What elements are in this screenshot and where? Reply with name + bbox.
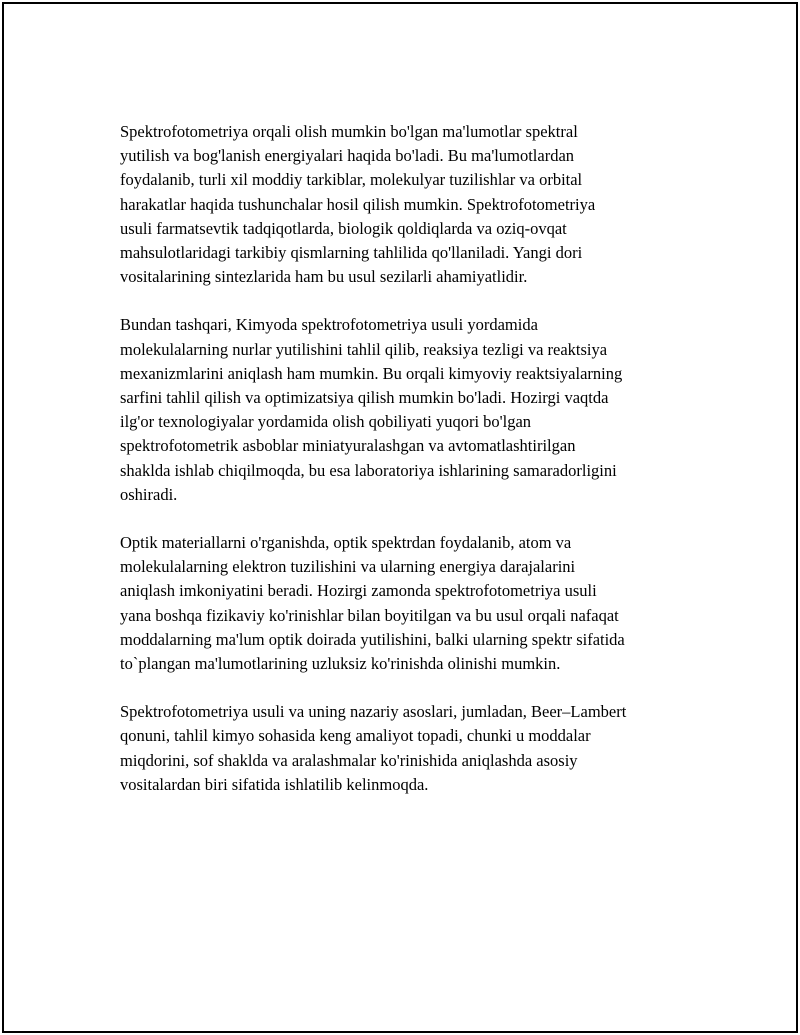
paragraph-1: Spektrofotometriya orqali olish mumkin bo'lgan ma'lumotlar spektral yutilish va bog'lanish energiyalari haqida bo'ladi. Bu ma'lumotlardan foydalanib, turli xil moddiy tarkiblar, molekulyar tuzilishlar va orbital harakatlar haqida tushunchalar hosil qilish mumkin. Spektrofotometriya usuli farmatsevtik tadqiqotlarda, biologik qoldiqlarda va oziq-ovqat mahsulotlaridagi tarkibiy qismlarning tahlilida qo'llaniladi. Yangi dori vositalarining sintezlarida ham bu usul sezilarli ahamiyatlidir. [120,122,596,287]
document-page [2,2,798,1033]
paragraph-4: Spektrofotometriya usuli va uning nazariy asoslari, jumladan, Beer–Lambert qonuni, tahlil kimyo sohasida keng amaliyot topadi, chunki u moddalar miqdorini, sof shaklda va aralashmalar ko'rinishida aniqlashda asosiy vositalardan biri sifatida ishlatilib kelinmoqda. [120,702,627,794]
document-body [120,120,695,821]
paragraph-3: Optik materiallarni o'rganishda, optik spektrdan foydalanib, atom va molekulalarning elektron tuzilishini va ularning energiya darajalarini aniqlash imkoniyatini beradi. Hozirgi zamonda spektrofotometriya usuli yana boshqa fizikaviy ko'rinishlar bilan boyitilgan va bu usul orqali nafaqat moddalarning ma'lum optik doirada yutilishini, balki ularning spektr sifatida to`plangan ma'lumotlarining uzluksiz ko'rinishda olinishi mumkin. [120,533,625,674]
paragraph-2: Bundan tashqari, Kimyoda spektrofotometriya usuli yordamida molekulalarning nurlar yutilishini tahlil qilib, reaksiya tezligi va reaktsiya mexanizmlarini aniqlash ham mumkin. Bu orqali kimyoviy reaktsiyalarning sarfini tahlil qilish va optimizatsiya qilish mumkin bo'ladi. Hozirgi vaqtda ilg'or texnologiyalar yordamida olish qobiliyati yuqori bo'lgan spektrofotometrik asboblar miniatyuralashgan va avtomatlashtirilgan shaklda ishlab chiqilmoqda, bu esa laboratoriya ishlarining samaradorligini oshiradi. [120,315,623,504]
